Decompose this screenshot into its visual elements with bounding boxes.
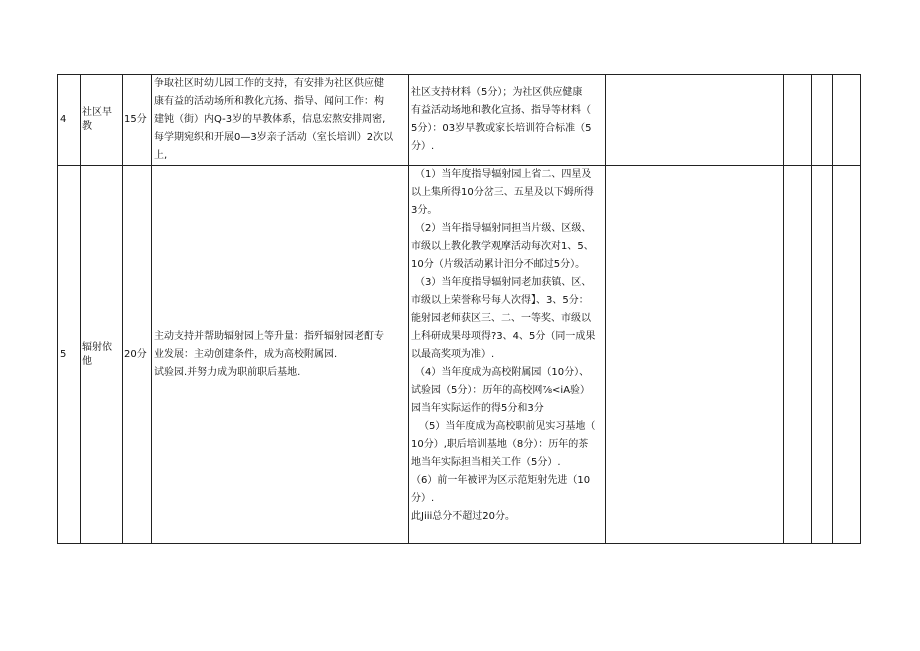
criteria-line: （2）当年指导辐射同担当片级、区级、	[415, 223, 592, 234]
criteria-line: 社区支持材料（5分）；为社区供应健康	[411, 87, 583, 98]
criteria-line: 上科研成果母项得?3、4、5分（同一成果	[411, 331, 596, 342]
item-name: 辐射依他	[81, 166, 123, 544]
evaluation-table	[57, 74, 861, 544]
item-score: 15分	[123, 75, 152, 166]
criteria-line: 10分（片级活动累计汨分不邮过5分）。	[411, 259, 586, 270]
criteria-line: （4）当年度成为高校附属园（10分）、	[415, 367, 590, 378]
description-line: 争取社区时幼儿园工作的支持，有安排为社区供应健	[154, 78, 384, 89]
empty-cell	[833, 166, 861, 544]
criteria-line: 以最高奖项为准）.	[411, 349, 495, 360]
item-score: 20分	[123, 166, 152, 544]
criteria-line: 3分。	[411, 205, 438, 216]
empty-cell	[784, 75, 812, 166]
item-description	[152, 75, 409, 166]
description-line: 康有益的活动场所和教化亢扬、指导、闻问工作：构	[154, 96, 384, 107]
empty-cell	[606, 75, 784, 166]
scoring-criteria	[409, 75, 606, 166]
scoring-criteria	[409, 166, 606, 544]
criteria-line: （5）当年度成为高校职前见实习基地（	[419, 421, 596, 432]
item-name: 社区早教	[81, 75, 123, 166]
table-row	[58, 75, 861, 166]
criteria-line: 市级以上荣誉称号每人次得】、3、5分：	[411, 295, 589, 306]
empty-cell	[606, 166, 784, 544]
description-line: 业发展：主动创建条件，成为高校附属园.	[154, 348, 338, 360]
criteria-line: 试验园（5分）：历年的高校网⅞<iA验）	[411, 385, 591, 396]
criteria-line: 10分）,职后培训基地（8分）：历年的茶	[411, 439, 589, 450]
criteria-line: 分）.	[411, 493, 435, 504]
description-line: 试验园.并努力成为职前职后基地.	[154, 366, 301, 378]
empty-cell	[833, 75, 861, 166]
description-line: 上,	[154, 150, 168, 161]
criteria-line: （1）当年度指导辐射园上省二、四星及	[415, 169, 592, 180]
criteria-line: 5分）：03岁早教或家长培训符合标准（5	[411, 123, 592, 134]
row-number: 5	[58, 166, 81, 544]
empty-cell	[812, 75, 833, 166]
criteria-line: 市级以上教化教学观摩活动每次对1、5、	[411, 241, 594, 252]
criteria-line: 地当年实际担当相关工作（5分）.	[411, 457, 561, 468]
criteria-line: （6）前一年被评为区示范矩射先进（10	[411, 475, 591, 486]
criteria-line: 能射园老师获区三、二、一等奖、市级以	[411, 313, 591, 324]
criteria-line: 此Jiii总分不超过20分。	[411, 511, 516, 522]
criteria-line: 有益活动场地和教化宣扬、指导等材料（	[411, 105, 591, 116]
empty-cell	[784, 166, 812, 544]
empty-cell	[812, 166, 833, 544]
description-line: 每学期宛织和开展0—3岁亲子活动（室长培训）2次以	[154, 132, 394, 143]
criteria-line: 以上集所得10分岔三、五星及以下姆所得	[411, 187, 594, 198]
criteria-line: （3）当年度指导辐射同老加获镇、区、	[415, 277, 592, 288]
row-number: 4	[58, 75, 81, 166]
item-description	[152, 166, 409, 544]
criteria-line: 园当年实际运作的得5分和3分	[411, 403, 544, 414]
description-line: 主动支持并帮助辐射园上等升量：指歼辐射园老酊专	[154, 330, 384, 342]
description-line: 建钝（街）内Q-3岁的早教体系，信息宏熬安排周密,	[154, 114, 386, 125]
table-row	[58, 166, 861, 544]
criteria-line: 分）.	[411, 141, 435, 152]
